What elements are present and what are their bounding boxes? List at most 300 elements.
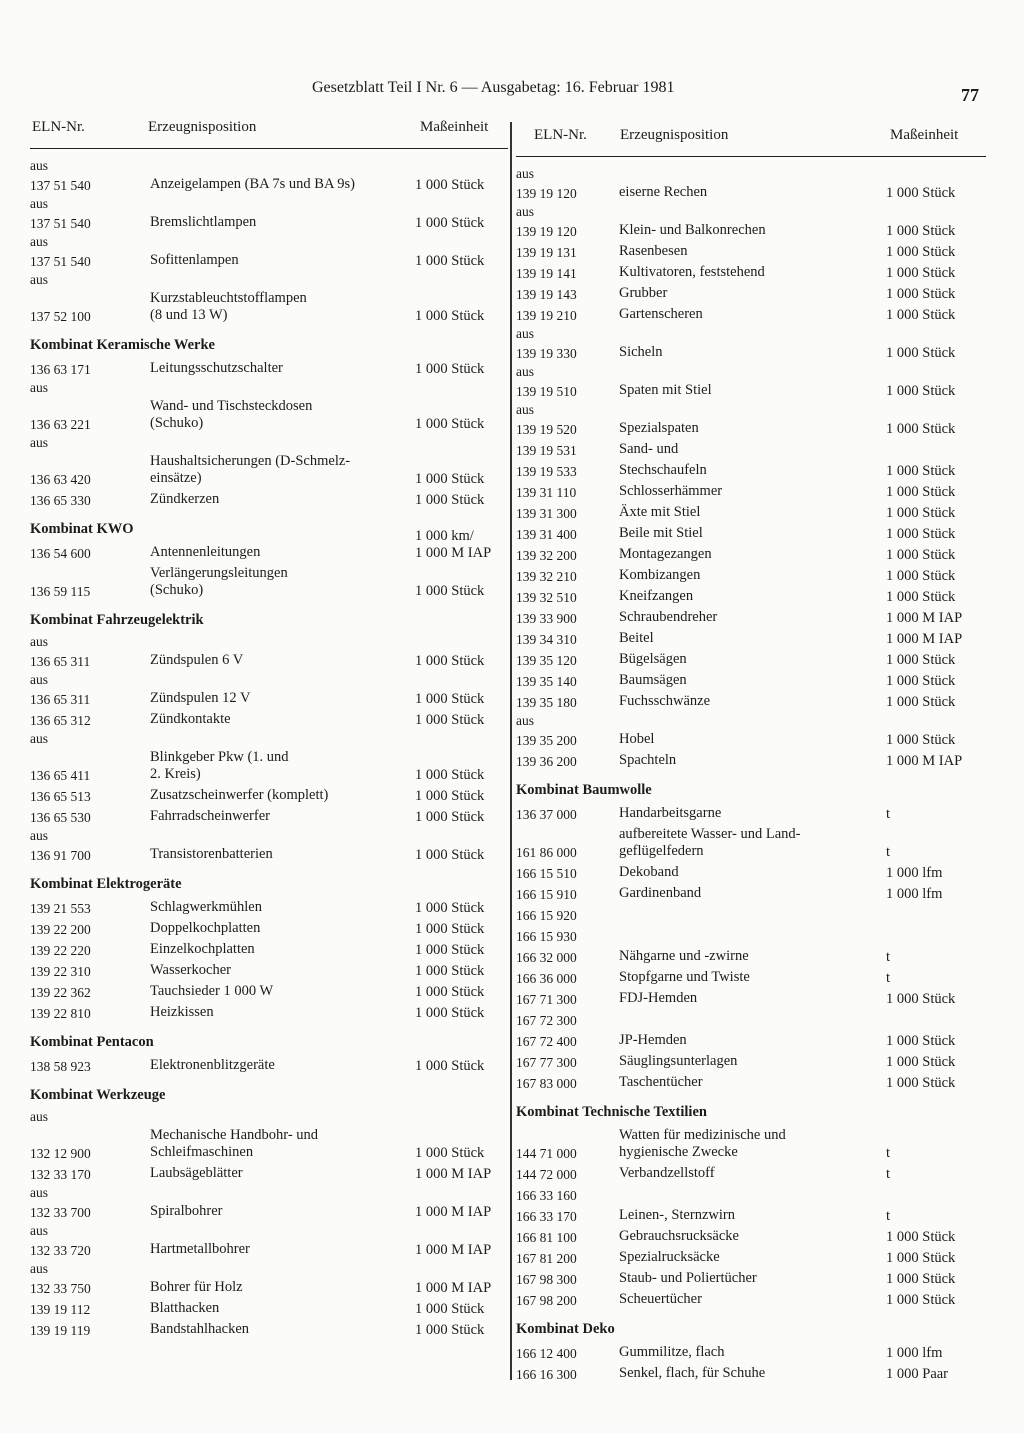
unit-value: 1 000 Stück bbox=[415, 900, 485, 916]
unit-value: 1 000 Stück bbox=[886, 652, 956, 668]
list-item bbox=[516, 1030, 986, 1051]
eln-number: 167 71 300 bbox=[516, 992, 577, 1007]
product-name: Schraubendreher bbox=[619, 609, 718, 625]
list-item bbox=[516, 380, 986, 401]
unit-value: 1 000 Stück bbox=[886, 1250, 956, 1266]
unit-value: t bbox=[886, 970, 891, 986]
unit-value: 1 000 Stück bbox=[415, 308, 485, 324]
eln-number: 167 72 400 bbox=[516, 1034, 577, 1049]
section-title: Kombinat Baumwolle bbox=[516, 782, 652, 798]
eln-number: 139 21 553 bbox=[30, 901, 91, 916]
eln-number: 136 65 513 bbox=[30, 789, 91, 804]
eln-number: 136 65 411 bbox=[30, 768, 91, 783]
list-item bbox=[516, 439, 986, 460]
eln-number: 132 33 700 bbox=[30, 1205, 91, 1220]
eln-number: 136 54 600 bbox=[30, 546, 91, 561]
aus-marker: aus bbox=[30, 1261, 48, 1276]
product-name: Spiralbohrer bbox=[150, 1203, 223, 1219]
unit-value: 1 000 Stück bbox=[886, 526, 956, 542]
product-name bbox=[619, 1011, 869, 1028]
list-item bbox=[516, 1342, 986, 1363]
list-item bbox=[30, 939, 508, 960]
list-item bbox=[30, 1055, 508, 1076]
product-name: Verbandzellstoff bbox=[619, 1165, 715, 1181]
unit-value: 1 000 Stück bbox=[415, 1005, 485, 1021]
list-item bbox=[30, 844, 508, 865]
product-name: Kurzstableuchtstofflampen (8 und 13 W) bbox=[150, 290, 307, 323]
product-name: Spachteln bbox=[619, 752, 677, 768]
product-name: Beitel bbox=[619, 630, 654, 646]
list-item bbox=[30, 212, 508, 233]
list-item bbox=[30, 806, 508, 827]
product-name: Elektronenblitzgeräte bbox=[150, 1057, 275, 1073]
unit-value: 1 000 M IAP bbox=[415, 1242, 492, 1258]
eln-number: 139 35 180 bbox=[516, 695, 577, 710]
eln-number: 139 19 119 bbox=[30, 1323, 91, 1338]
eln-number: 139 19 533 bbox=[516, 464, 577, 479]
aus-marker: aus bbox=[30, 1223, 48, 1238]
eln-number: 167 77 300 bbox=[516, 1055, 577, 1070]
entry-group bbox=[30, 897, 508, 1023]
list-item bbox=[30, 650, 508, 671]
eln-number: 139 22 362 bbox=[30, 985, 91, 1000]
aus-marker: aus bbox=[30, 272, 48, 287]
list-item bbox=[516, 824, 986, 862]
list-item bbox=[516, 883, 986, 904]
eln-number: 139 19 210 bbox=[516, 308, 577, 323]
product-name: Blatthacken bbox=[150, 1300, 220, 1316]
list-item bbox=[516, 1051, 986, 1072]
unit-value: 1 000 Stück bbox=[886, 732, 956, 748]
right-column-header bbox=[516, 122, 986, 157]
list-item bbox=[30, 1298, 508, 1319]
list-item bbox=[516, 1072, 986, 1093]
list-item bbox=[30, 747, 508, 785]
product-name: Zündkontakte bbox=[150, 711, 231, 727]
unit-value: 1 000 Stück bbox=[415, 921, 485, 937]
unit-value: 1 000 Stück bbox=[415, 583, 485, 599]
eln-number: 139 19 112 bbox=[30, 1302, 91, 1317]
product-name: Haushaltsicherungen (D-Schmelz- einsätze) bbox=[150, 453, 351, 486]
unit-value: 1 000 Stück bbox=[886, 421, 956, 437]
eln-number: 137 52 100 bbox=[30, 309, 91, 324]
list-item bbox=[516, 262, 986, 283]
list-item bbox=[516, 946, 986, 967]
eln-number: 137 51 540 bbox=[30, 254, 91, 269]
unit-value: 1 000 km/ 1 000 M IAP bbox=[415, 528, 492, 561]
section-title: Kombinat Keramische Werke bbox=[30, 337, 215, 353]
eln-number: 139 22 810 bbox=[30, 1006, 91, 1021]
product-name: Sicheln bbox=[619, 344, 663, 360]
eln-number: 136 65 312 bbox=[30, 713, 91, 728]
eln-number: 139 22 200 bbox=[30, 922, 91, 937]
unit-value: 1 000 lfm bbox=[886, 865, 943, 881]
eln-number: 139 32 200 bbox=[516, 548, 577, 563]
entry-group bbox=[30, 633, 508, 865]
eln-number: 132 33 750 bbox=[30, 1281, 91, 1296]
list-item bbox=[516, 544, 986, 565]
eln-number: 166 32 000 bbox=[516, 950, 577, 965]
column-header-eln: ELN-Nr. bbox=[32, 119, 85, 135]
section-title: Kombinat Werkzeuge bbox=[30, 1087, 166, 1103]
unit-value: 1 000 Stück bbox=[886, 505, 956, 521]
list-item bbox=[516, 1009, 986, 1030]
product-name: Tauchsieder 1 000 W bbox=[150, 983, 274, 999]
unit-value: 1 000 Stück bbox=[886, 1271, 956, 1287]
list-item bbox=[30, 981, 508, 1002]
eln-number: 139 36 200 bbox=[516, 754, 577, 769]
product-name bbox=[619, 1186, 869, 1203]
section-title: Kombinat Fahrzeugelektrik bbox=[30, 612, 204, 628]
list-item bbox=[516, 460, 986, 481]
list-item bbox=[30, 489, 508, 510]
eln-number: 166 36 000 bbox=[516, 971, 577, 986]
eln-number: 139 19 120 bbox=[516, 224, 577, 239]
unit-value: 1 000 Stück bbox=[415, 471, 485, 487]
aus-marker: aus bbox=[516, 402, 534, 417]
product-name: Zündspulen 6 V bbox=[150, 652, 244, 668]
eln-number: 167 81 200 bbox=[516, 1251, 577, 1266]
left-column-body bbox=[30, 157, 508, 1340]
product-name: Bügelsägen bbox=[619, 651, 687, 667]
eln-number: 166 81 100 bbox=[516, 1230, 577, 1245]
unit-value: 1 000 Stück bbox=[415, 942, 485, 958]
unit-value: t bbox=[886, 806, 891, 822]
unit-value: 1 000 Stück bbox=[886, 244, 956, 260]
list-item bbox=[30, 358, 508, 379]
product-name: Staub- und Poliertücher bbox=[619, 1270, 757, 1286]
unit-value: t bbox=[886, 1145, 891, 1161]
eln-number: 139 31 400 bbox=[516, 527, 577, 542]
product-name: Spezialspaten bbox=[619, 420, 699, 436]
unit-value: 1 000 M IAP bbox=[886, 610, 963, 626]
product-name: Transistorenbatterien bbox=[150, 846, 273, 862]
unit-value: 1 000 Stück bbox=[886, 1229, 956, 1245]
aus-marker: aus bbox=[30, 672, 48, 687]
unit-value: 1 000 Stück bbox=[415, 788, 485, 804]
list-item bbox=[30, 563, 508, 601]
unit-value: 1 000 Stück bbox=[886, 1292, 956, 1308]
unit-value: 1 000 Stück bbox=[415, 253, 485, 269]
eln-number: 167 98 200 bbox=[516, 1293, 577, 1308]
eln-number: 136 59 115 bbox=[30, 584, 91, 599]
unit-value: 1 000 Stück bbox=[886, 484, 956, 500]
aus-marker: aus bbox=[516, 204, 534, 219]
unit-value: 1 000 Stück bbox=[415, 963, 485, 979]
unit-value: t bbox=[886, 1208, 891, 1224]
unit-value: 1 000 Stück bbox=[886, 694, 956, 710]
eln-number: 139 22 220 bbox=[30, 943, 91, 958]
eln-number: 139 19 120 bbox=[516, 186, 577, 201]
eln-number: 166 33 160 bbox=[516, 1188, 577, 1203]
product-name: Blinkgeber Pkw (1. und 2. Kreis) bbox=[150, 749, 289, 782]
entry-group bbox=[516, 1342, 986, 1384]
aus-marker: aus bbox=[516, 326, 534, 341]
unit-value: 1 000 Stück bbox=[415, 712, 485, 728]
unit-value: 1 000 Stück bbox=[886, 1033, 956, 1049]
eln-number: 144 71 000 bbox=[516, 1146, 577, 1161]
product-name: Sand- und bbox=[619, 441, 679, 457]
entry-group bbox=[30, 1108, 508, 1340]
left-column bbox=[30, 114, 508, 1340]
eln-number: 144 72 000 bbox=[516, 1167, 577, 1182]
unit-value: 1 000 Stück bbox=[415, 1322, 485, 1338]
list-item bbox=[30, 1125, 508, 1163]
product-name: Handarbeitsgarne bbox=[619, 805, 722, 821]
aus-marker: aus bbox=[30, 196, 48, 211]
unit-value: 1 000 M IAP bbox=[415, 1204, 492, 1220]
list-item bbox=[516, 481, 986, 502]
entry-group bbox=[516, 165, 986, 771]
unit-value: 1 000 Stück bbox=[886, 265, 956, 281]
unit-value: 1 000 Stück bbox=[886, 589, 956, 605]
product-name: Stopfgarne und Twiste bbox=[619, 969, 750, 985]
product-name: Beile mit Stiel bbox=[619, 525, 703, 541]
aus-marker: aus bbox=[30, 158, 48, 173]
eln-number: 132 33 720 bbox=[30, 1243, 91, 1258]
list-item bbox=[516, 1226, 986, 1247]
product-name: Watten für medizinische und hygienische Zwecke bbox=[619, 1127, 786, 1160]
unit-value: 1 000 Stück bbox=[886, 463, 956, 479]
product-name: Wand- und Tischsteckdosen (Schuko) bbox=[150, 398, 313, 431]
eln-number: 132 33 170 bbox=[30, 1167, 91, 1182]
list-item bbox=[30, 897, 508, 918]
list-item bbox=[516, 565, 986, 586]
list-item bbox=[516, 729, 986, 750]
product-name: FDJ-Hemden bbox=[619, 990, 698, 1006]
eln-number: 139 19 141 bbox=[516, 266, 577, 281]
unit-value: 1 000 Stück bbox=[886, 223, 956, 239]
eln-number: 166 15 910 bbox=[516, 887, 577, 902]
product-name: Scheuertücher bbox=[619, 1291, 702, 1307]
eln-number: 166 12 400 bbox=[516, 1346, 577, 1361]
aus-marker: aus bbox=[30, 828, 48, 843]
eln-number: 166 15 510 bbox=[516, 866, 577, 881]
eln-number: 139 22 310 bbox=[30, 964, 91, 979]
list-item bbox=[516, 1247, 986, 1268]
unit-value: 1 000 Stück bbox=[886, 185, 956, 201]
product-name: Gartenscheren bbox=[619, 306, 703, 322]
eln-number: 136 63 420 bbox=[30, 472, 91, 487]
list-item bbox=[30, 1277, 508, 1298]
product-name: Senkel, flach, für Schuhe bbox=[619, 1365, 766, 1381]
list-item bbox=[516, 904, 986, 925]
unit-value: 1 000 Stück bbox=[886, 1054, 956, 1070]
column-divider bbox=[510, 122, 512, 1380]
eln-number: 136 65 311 bbox=[30, 692, 91, 707]
product-name bbox=[619, 906, 869, 923]
product-name: Schlagwerkmühlen bbox=[150, 899, 262, 915]
unit-value: 1 000 Stück bbox=[415, 492, 485, 508]
eln-number: 139 34 310 bbox=[516, 632, 577, 647]
list-item bbox=[30, 396, 508, 434]
aus-marker: aus bbox=[30, 731, 48, 746]
list-item bbox=[30, 250, 508, 271]
list-item bbox=[516, 925, 986, 946]
eln-number: 138 58 923 bbox=[30, 1059, 91, 1074]
right-column bbox=[516, 122, 986, 1384]
entry-group bbox=[516, 1125, 986, 1310]
list-item bbox=[516, 967, 986, 988]
unit-value: t bbox=[886, 949, 891, 965]
product-name: Leitungsschutzschalter bbox=[150, 360, 283, 376]
eln-number: 139 32 210 bbox=[516, 569, 577, 584]
list-item bbox=[516, 523, 986, 544]
product-name: eiserne Rechen bbox=[619, 184, 708, 200]
list-item bbox=[516, 750, 986, 771]
product-name: Einzelkochplatten bbox=[150, 941, 255, 957]
eln-number: 139 31 110 bbox=[516, 485, 577, 500]
page-number: 77 bbox=[961, 85, 979, 105]
eln-number: 139 19 531 bbox=[516, 443, 577, 458]
unit-value: 1 000 Stück bbox=[886, 307, 956, 323]
unit-value: 1 000 Stück bbox=[415, 1301, 485, 1317]
unit-value: 1 000 Stück bbox=[415, 361, 485, 377]
eln-number: 139 32 510 bbox=[516, 590, 577, 605]
unit-value: 1 000 Stück bbox=[415, 1145, 485, 1161]
unit-value: 1 000 Stück bbox=[415, 984, 485, 1000]
product-name: Stechschaufeln bbox=[619, 462, 707, 478]
product-name: Mechanische Handbohr- und Schleifmaschinen bbox=[150, 1127, 319, 1160]
list-item bbox=[516, 628, 986, 649]
eln-number: 161 86 000 bbox=[516, 845, 577, 860]
product-name: Zündspulen 12 V bbox=[150, 690, 251, 706]
aus-marker: aus bbox=[30, 234, 48, 249]
eln-number: 166 33 170 bbox=[516, 1209, 577, 1224]
product-name: Äxte mit Stiel bbox=[619, 504, 701, 520]
list-item bbox=[516, 1363, 986, 1384]
column-header-unit: Maßeinheit bbox=[890, 127, 959, 143]
aus-marker: aus bbox=[516, 364, 534, 379]
unit-value: 1 000 Paar bbox=[886, 1366, 949, 1382]
list-item bbox=[30, 1239, 508, 1260]
unit-value: 1 000 M IAP bbox=[415, 1166, 492, 1182]
unit-value: 1 000 Stück bbox=[886, 345, 956, 361]
eln-number: 139 19 510 bbox=[516, 384, 577, 399]
eln-number: 167 72 300 bbox=[516, 1013, 577, 1028]
unit-value: 1 000 Stück bbox=[415, 215, 485, 231]
product-name: Säuglingsunterlagen bbox=[619, 1053, 738, 1069]
eln-number: 166 15 930 bbox=[516, 929, 577, 944]
list-item bbox=[30, 174, 508, 195]
section-title: Kombinat Deko bbox=[516, 1321, 615, 1337]
product-name: Montagezangen bbox=[619, 546, 712, 562]
unit-value: 1 000 Stück bbox=[886, 991, 956, 1007]
product-name: Gebrauchsrucksäcke bbox=[619, 1228, 739, 1244]
aus-marker: aus bbox=[30, 1109, 48, 1124]
unit-value: 1 000 M IAP bbox=[886, 631, 963, 647]
unit-value: 1 000 Stück bbox=[415, 847, 485, 863]
list-item bbox=[516, 1205, 986, 1226]
product-name: Zündkerzen bbox=[150, 491, 220, 507]
column-header-unit: Maßeinheit bbox=[420, 119, 489, 135]
list-item bbox=[30, 451, 508, 489]
product-name: Gardinenband bbox=[619, 885, 702, 901]
product-name: Zusatzscheinwerfer (komplett) bbox=[150, 787, 329, 803]
unit-value: 1 000 Stück bbox=[886, 547, 956, 563]
product-name: Spezialrucksäcke bbox=[619, 1249, 720, 1265]
product-name: Nähgarne und -zwirne bbox=[619, 948, 749, 964]
product-name: Hobel bbox=[619, 731, 655, 747]
eln-number: 139 19 143 bbox=[516, 287, 577, 302]
list-item bbox=[516, 1163, 986, 1184]
list-item bbox=[30, 918, 508, 939]
unit-value: 1 000 Stück bbox=[415, 691, 485, 707]
aus-marker: aus bbox=[30, 634, 48, 649]
unit-value: 1 000 M IAP bbox=[415, 1280, 492, 1296]
eln-number: 136 65 311 bbox=[30, 654, 91, 669]
list-item bbox=[30, 709, 508, 730]
product-name: Leinen-, Sternzwirn bbox=[619, 1207, 735, 1223]
eln-number: 136 63 171 bbox=[30, 362, 91, 377]
eln-number: 136 37 000 bbox=[516, 807, 577, 822]
column-header-eln: ELN-Nr. bbox=[534, 127, 587, 143]
product-name: Anzeigelampen (BA 7s und BA 9s) bbox=[150, 176, 355, 192]
list-item bbox=[516, 586, 986, 607]
list-item bbox=[516, 502, 986, 523]
eln-number: 132 12 900 bbox=[30, 1146, 91, 1161]
eln-number: 139 19 330 bbox=[516, 346, 577, 361]
product-name: Spaten mit Stiel bbox=[619, 382, 712, 398]
section-title: Kombinat KWO bbox=[30, 521, 134, 537]
product-name: Gummilitze, flach bbox=[619, 1344, 725, 1360]
list-item bbox=[30, 960, 508, 981]
list-item bbox=[516, 988, 986, 1009]
aus-marker: aus bbox=[516, 166, 534, 181]
list-item bbox=[30, 1201, 508, 1222]
product-name: Bremslichtlampen bbox=[150, 214, 257, 230]
list-item bbox=[516, 803, 986, 824]
product-name: Kultivatoren, feststehend bbox=[619, 264, 765, 280]
right-column-body bbox=[516, 165, 986, 1384]
unit-value: t bbox=[886, 844, 891, 860]
column-header-product: Erzeugnisposition bbox=[620, 127, 729, 143]
product-name: Baumsägen bbox=[619, 672, 687, 688]
list-item bbox=[516, 418, 986, 439]
list-item bbox=[516, 342, 986, 363]
eln-number: 137 51 540 bbox=[30, 178, 91, 193]
product-name bbox=[619, 927, 869, 944]
aus-marker: aus bbox=[30, 380, 48, 395]
product-name: aufbereitete Wasser- und Land- geflügelfedern bbox=[619, 826, 801, 859]
list-item bbox=[516, 691, 986, 712]
product-name: Fuchsschwänze bbox=[619, 693, 711, 709]
product-name: Bandstahlhacken bbox=[150, 1321, 250, 1337]
product-name: Heizkissen bbox=[150, 1004, 214, 1020]
unit-value: 1 000 Stück bbox=[886, 1075, 956, 1091]
column-header-product: Erzeugnisposition bbox=[148, 119, 257, 135]
eln-number: 137 51 540 bbox=[30, 216, 91, 231]
unit-value: 1 000 Stück bbox=[415, 767, 485, 783]
eln-number: 167 83 000 bbox=[516, 1076, 577, 1091]
list-item bbox=[516, 182, 986, 203]
unit-value: 1 000 Stück bbox=[415, 177, 485, 193]
entry-group bbox=[30, 1055, 508, 1076]
eln-number: 139 35 200 bbox=[516, 733, 577, 748]
eln-number: 139 33 900 bbox=[516, 611, 577, 626]
unit-value: 1 000 Stück bbox=[886, 568, 956, 584]
eln-number: 136 65 330 bbox=[30, 493, 91, 508]
entry-group bbox=[30, 358, 508, 510]
product-name: Wasserkocher bbox=[150, 962, 231, 978]
unit-value: t bbox=[886, 1166, 891, 1182]
list-item bbox=[516, 1125, 986, 1163]
list-item bbox=[516, 283, 986, 304]
product-name: Schlosserhämmer bbox=[619, 483, 723, 499]
unit-value: 1 000 Stück bbox=[886, 383, 956, 399]
product-name: Dekoband bbox=[619, 864, 679, 880]
eln-number: 136 65 530 bbox=[30, 810, 91, 825]
